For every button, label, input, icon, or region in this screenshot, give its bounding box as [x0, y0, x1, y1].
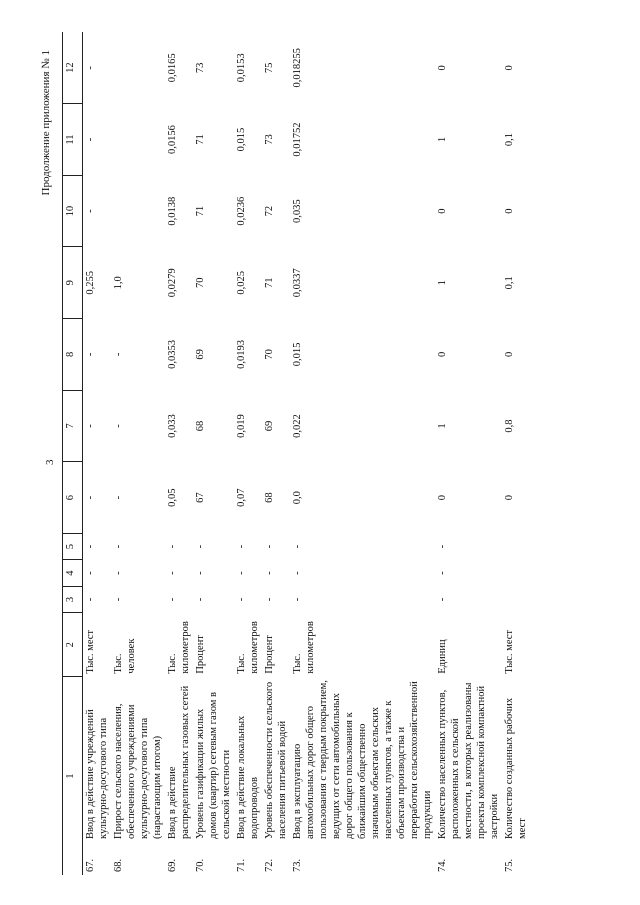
- value-cell: -: [85, 209, 96, 213]
- value-cell: 0,0153: [236, 53, 247, 83]
- table-row: [234, 32, 262, 875]
- value-cell: 73: [195, 62, 206, 74]
- unit-of-measure: Тыс. мест: [504, 630, 515, 674]
- header-cell: 5: [63, 533, 83, 559]
- value-cell: 69: [195, 349, 206, 360]
- header-cell: 3: [63, 586, 83, 612]
- row-number: 69.: [167, 858, 178, 872]
- value-cell: 0: [504, 495, 515, 501]
- value-cell: -: [195, 597, 206, 602]
- value-cell: -: [195, 571, 206, 575]
- value-cell: -: [113, 597, 124, 602]
- table-row: [435, 32, 502, 875]
- value-cell: [111, 104, 165, 176]
- row-number: 75.: [504, 858, 515, 872]
- value-cell: 70: [264, 349, 275, 360]
- value-cell: 0,0156: [167, 125, 178, 154]
- value-cell: -: [264, 544, 275, 549]
- value-cell: [502, 533, 530, 559]
- value-cell: -: [85, 495, 96, 500]
- value-cell: -: [292, 544, 303, 549]
- page-number: 3: [44, 459, 56, 465]
- unit-of-measure: Тыс. мест: [85, 630, 96, 674]
- value-cell: -: [85, 597, 96, 602]
- row-number: 74.: [437, 858, 448, 872]
- indicator-name: Количество созданных рабочих мест: [504, 697, 528, 839]
- value-cell: 70: [195, 277, 206, 289]
- row-number: 67.: [85, 858, 96, 872]
- header-cell: 11: [63, 104, 83, 176]
- table-row: [165, 32, 193, 875]
- value-cell: -: [236, 597, 247, 602]
- value-cell: -: [437, 571, 448, 575]
- value-cell: 0,8: [504, 419, 515, 433]
- value-cell: 0,0193: [236, 339, 247, 369]
- value-cell: 71: [195, 205, 206, 217]
- table-row: [111, 32, 165, 875]
- value-cell: -: [264, 597, 275, 602]
- value-cell: 0,255: [85, 270, 96, 295]
- unit-of-measure: Процент: [195, 635, 206, 674]
- value-cell: [111, 175, 165, 247]
- value-cell: 0,022: [292, 414, 303, 438]
- row-number: 73.: [292, 858, 303, 872]
- value-cell: -: [85, 66, 96, 70]
- table-row: [290, 32, 435, 875]
- row-number: 71.: [236, 858, 247, 872]
- value-cell: 0,0: [292, 491, 303, 505]
- value-cell: 0,033: [167, 414, 178, 438]
- value-cell: -: [85, 352, 96, 357]
- value-cell: 71: [264, 277, 275, 289]
- value-cell: 0,1: [504, 132, 515, 147]
- value-cell: 1: [437, 423, 448, 429]
- value-cell: 1: [437, 280, 448, 286]
- value-cell: 0,025: [236, 270, 247, 295]
- value-cell: 1,0: [113, 276, 124, 290]
- value-cell: 0: [504, 65, 515, 71]
- header-cell: 10: [63, 175, 83, 247]
- value-cell: 0,015: [236, 127, 247, 152]
- row-number: 68.: [113, 858, 124, 872]
- table-row: [83, 32, 112, 875]
- unit-of-measure: Единиц: [437, 639, 448, 674]
- value-cell: 0,0353: [167, 339, 178, 369]
- value-cell: -: [236, 571, 247, 575]
- unit-of-measure: Тыс. километров: [236, 621, 260, 674]
- value-cell: 73: [264, 134, 275, 145]
- value-cell: 68: [195, 420, 206, 432]
- value-cell: 0,015: [292, 342, 303, 367]
- value-cell: 0: [437, 208, 448, 214]
- indicator-name: Уровень обеспеченности сельского населения питьевой водой: [264, 681, 288, 839]
- header-cell: 8: [63, 319, 83, 391]
- value-cell: -: [113, 495, 124, 500]
- value-cell: -: [113, 424, 124, 428]
- value-cell: [502, 560, 530, 586]
- value-cell: 0,0337: [292, 268, 303, 298]
- unit-of-measure: Тыс. километров: [292, 621, 316, 674]
- row-number: 70.: [195, 858, 206, 872]
- value-cell: -: [85, 137, 96, 142]
- table-row: [193, 32, 234, 875]
- indicator-name: Прирост сельского населения, обеспеченного учреждениями культурно-досугового типа (нарастающим итогом): [113, 703, 163, 839]
- value-cell: 72: [264, 205, 275, 217]
- indicator-name: Уровень газификации жилых домов (квартир) сетевым газом в сельской местности: [195, 692, 232, 839]
- indicator-name: Ввод в действие локальных водопроводов: [236, 715, 260, 839]
- value-cell: 71: [195, 134, 206, 145]
- header-cell: 4: [63, 560, 83, 586]
- value-cell: 1: [437, 136, 448, 143]
- indicators-table: [62, 32, 530, 875]
- value-cell: 0,018255: [292, 48, 303, 88]
- header-cell: 1: [63, 677, 83, 875]
- value-cell: -: [113, 544, 124, 549]
- indicator-name: Ввод в действие распределительных газовых сетей: [167, 685, 191, 839]
- value-cell: 0,0138: [167, 196, 178, 226]
- value-cell: -: [113, 571, 124, 575]
- value-cell: -: [264, 571, 275, 575]
- value-cell: [502, 586, 530, 612]
- value-cell: -: [85, 424, 96, 428]
- value-cell: 69: [264, 420, 275, 432]
- value-cell: 0,05: [167, 488, 178, 507]
- value-cell: 0: [437, 495, 448, 501]
- value-cell: 0,0279: [167, 268, 178, 298]
- value-cell: -: [85, 544, 96, 549]
- value-cell: -: [236, 544, 247, 549]
- value-cell: 67: [195, 492, 206, 503]
- value-cell: -: [195, 544, 206, 549]
- value-cell: 68: [264, 492, 275, 503]
- value-cell: -: [292, 597, 303, 602]
- value-cell: -: [85, 571, 96, 575]
- value-cell: 0,0165: [167, 53, 178, 83]
- indicator-name: Ввод в эксплуатацию автомобильных дорог общего пользования с твердым покрытием, ведущих от сети автомобильных дорог общего пользования к ближайшим общественно значимым объектам сельских населенных пунктов, а также к объектам производства и переработки сельскохозяйственной продукции: [292, 680, 433, 839]
- value-cell: -: [437, 597, 448, 602]
- header-row: [63, 32, 83, 875]
- value-cell: 0,035: [292, 199, 303, 223]
- table-row: [502, 32, 530, 875]
- value-cell: 0,1: [504, 276, 515, 290]
- unit-of-measure: Тыс. человек: [113, 638, 137, 674]
- value-cell: 0,01752: [292, 122, 303, 157]
- row-number: 72.: [264, 858, 275, 872]
- value-cell: -: [113, 352, 124, 357]
- value-cell: -: [167, 544, 178, 549]
- value-cell: -: [437, 544, 448, 549]
- indicator-name: Количество населенных пунктов, расположенных в сельской местности, в которых реализованы проекты комплексной компактной застройки: [437, 682, 500, 839]
- value-cell: 75: [264, 62, 275, 74]
- value-cell: 0: [504, 208, 515, 214]
- value-cell: 0,07: [236, 488, 247, 507]
- value-cell: 0: [437, 351, 448, 358]
- indicator-name: Ввод в действие учреждений культурно-досугового типа: [85, 709, 109, 839]
- unit-of-measure: Тыс. километров: [167, 621, 191, 674]
- value-cell: -: [292, 571, 303, 575]
- header-cell: 9: [63, 247, 83, 319]
- appendix-label: Продолжение приложения № 1: [40, 50, 52, 196]
- value-cell: -: [167, 571, 178, 575]
- value-cell: 0: [504, 351, 515, 358]
- value-cell: 0: [437, 65, 448, 71]
- header-cell: 12: [63, 32, 83, 104]
- header-cell: 7: [63, 390, 83, 462]
- unit-of-measure: Процент: [264, 635, 275, 674]
- header-cell: 6: [63, 462, 83, 534]
- table-row: [262, 32, 290, 875]
- value-cell: [111, 32, 165, 104]
- value-cell: 0,019: [236, 414, 247, 438]
- header-cell: 2: [63, 613, 83, 677]
- value-cell: -: [167, 597, 178, 602]
- value-cell: 0,0236: [236, 196, 247, 226]
